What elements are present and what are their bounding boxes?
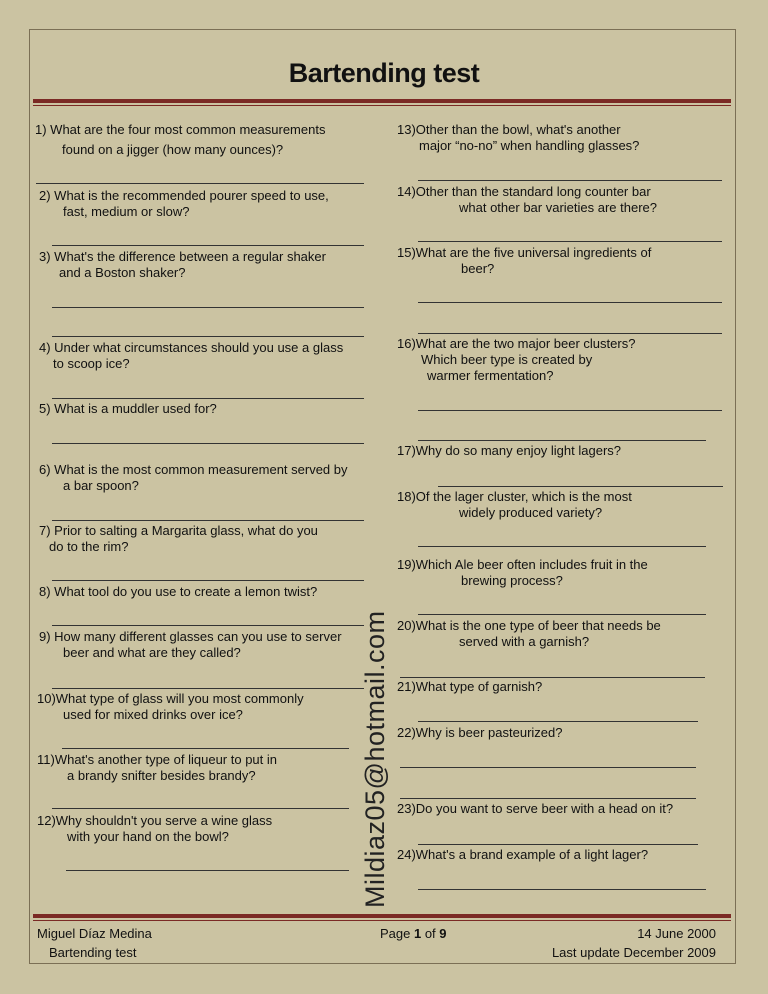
question-12: 12)Why shouldn't you serve a wine glass with your hand on the bowl? (37, 813, 273, 844)
question-22: 22)Why is beer pasteurized? (397, 725, 563, 740)
answer-line-15a[interactable] (418, 302, 722, 303)
answer-line-21[interactable] (418, 721, 698, 722)
question-15: 15)What are the five universal ingredients of beer? (397, 245, 652, 276)
question-8: 8) What tool do you use to create a lemon twist? (39, 584, 318, 599)
answer-line-10[interactable] (62, 748, 349, 749)
answer-line-24[interactable] (418, 889, 706, 890)
question-24: 24)What's a brand example of a light lager? (397, 847, 649, 862)
question-23: 23)Do you want to serve beer with a head on it? (397, 801, 674, 816)
footer-rule (33, 914, 731, 921)
footer-last-update: Last update December 2009 (551, 945, 716, 960)
answer-line-7[interactable] (52, 580, 364, 581)
answer-line-5[interactable] (52, 443, 364, 444)
answer-line-17[interactable] (438, 486, 723, 487)
question-14: 14)Other than the standard long counter bar what other bar varieties are there? (397, 184, 657, 215)
answer-line-3a[interactable] (52, 307, 364, 308)
answer-line-8[interactable] (52, 625, 364, 626)
question-20: 20)What is the one type of beer that needs be served with a garnish? (397, 618, 661, 649)
answer-line-13[interactable] (418, 180, 722, 181)
answer-line-22a[interactable] (400, 767, 696, 768)
answer-line-16b[interactable] (418, 440, 706, 441)
question-10: 10)What type of glass will you most commonly used for mixed drinks over ice? (37, 691, 304, 722)
answer-line-20[interactable] (400, 677, 705, 678)
answer-line-19[interactable] (418, 614, 706, 615)
answer-line-3b[interactable] (52, 336, 364, 337)
answer-line-23[interactable] (418, 844, 698, 845)
question-11: 11)What's another type of liqueur to put in a brandy snifter besides brandy? (37, 752, 277, 783)
header-rule (33, 99, 731, 106)
answer-line-14[interactable] (418, 241, 722, 242)
question-17: 17)Why do so many enjoy light lagers? (397, 443, 622, 458)
question-4: 4) Under what circumstances should you use a glass to scoop ice? (39, 340, 344, 371)
question-5: 5) What is a muddler used for? (39, 401, 217, 416)
answer-line-22b[interactable] (400, 798, 696, 799)
question-16: 16)What are the two major beer clusters? Which beer type is created by warmer fermentation? (397, 336, 636, 383)
question-19: 19)Which Ale beer often includes fruit in the brewing process? (397, 557, 648, 588)
question-21: 21)What type of garnish? (397, 679, 543, 694)
answer-line-2[interactable] (52, 245, 364, 246)
answer-line-4[interactable] (52, 398, 364, 399)
answer-line-15b[interactable] (418, 333, 722, 334)
watermark-email: Mildiaz05@hotmail.com (360, 610, 390, 908)
answer-line-12[interactable] (66, 870, 349, 871)
footer-date: 14 June 2000 (637, 926, 716, 941)
footer-author: Miguel Díaz Medina (37, 926, 152, 941)
question-2: 2) What is the recommended pourer speed to use, fast, medium or slow? (39, 188, 329, 219)
answer-line-9[interactable] (52, 688, 364, 689)
answer-line-16a[interactable] (418, 410, 722, 411)
question-7: 7) Prior to salting a Margarita glass, what do you do to the rim? (39, 523, 318, 554)
question-3: 3) What's the difference between a regular shaker and a Boston shaker? (39, 249, 326, 280)
question-9: 9) How many different glasses can you use to server beer and what are they called? (39, 629, 342, 660)
footer-page-number: Page 1 of 9 (380, 926, 447, 941)
answer-line-6[interactable] (52, 520, 364, 521)
question-6: 6) What is the most common measurement served by a bar spoon? (39, 462, 348, 493)
question-18: 18)Of the lager cluster, which is the most widely produced variety? (397, 489, 632, 520)
answer-line-11[interactable] (52, 808, 349, 809)
page-title: Bartending test (288, 58, 480, 88)
answer-line-18[interactable] (418, 546, 706, 547)
question-13: 13)Other than the bowl, what's another major “no-no” when handling glasses? (397, 122, 640, 153)
question-1: 1) What are the four most common measurements found on a jigger (how many ounces)? (35, 122, 326, 157)
answer-line-1[interactable] (36, 183, 364, 184)
footer-doc-title: Bartending test (49, 945, 137, 960)
